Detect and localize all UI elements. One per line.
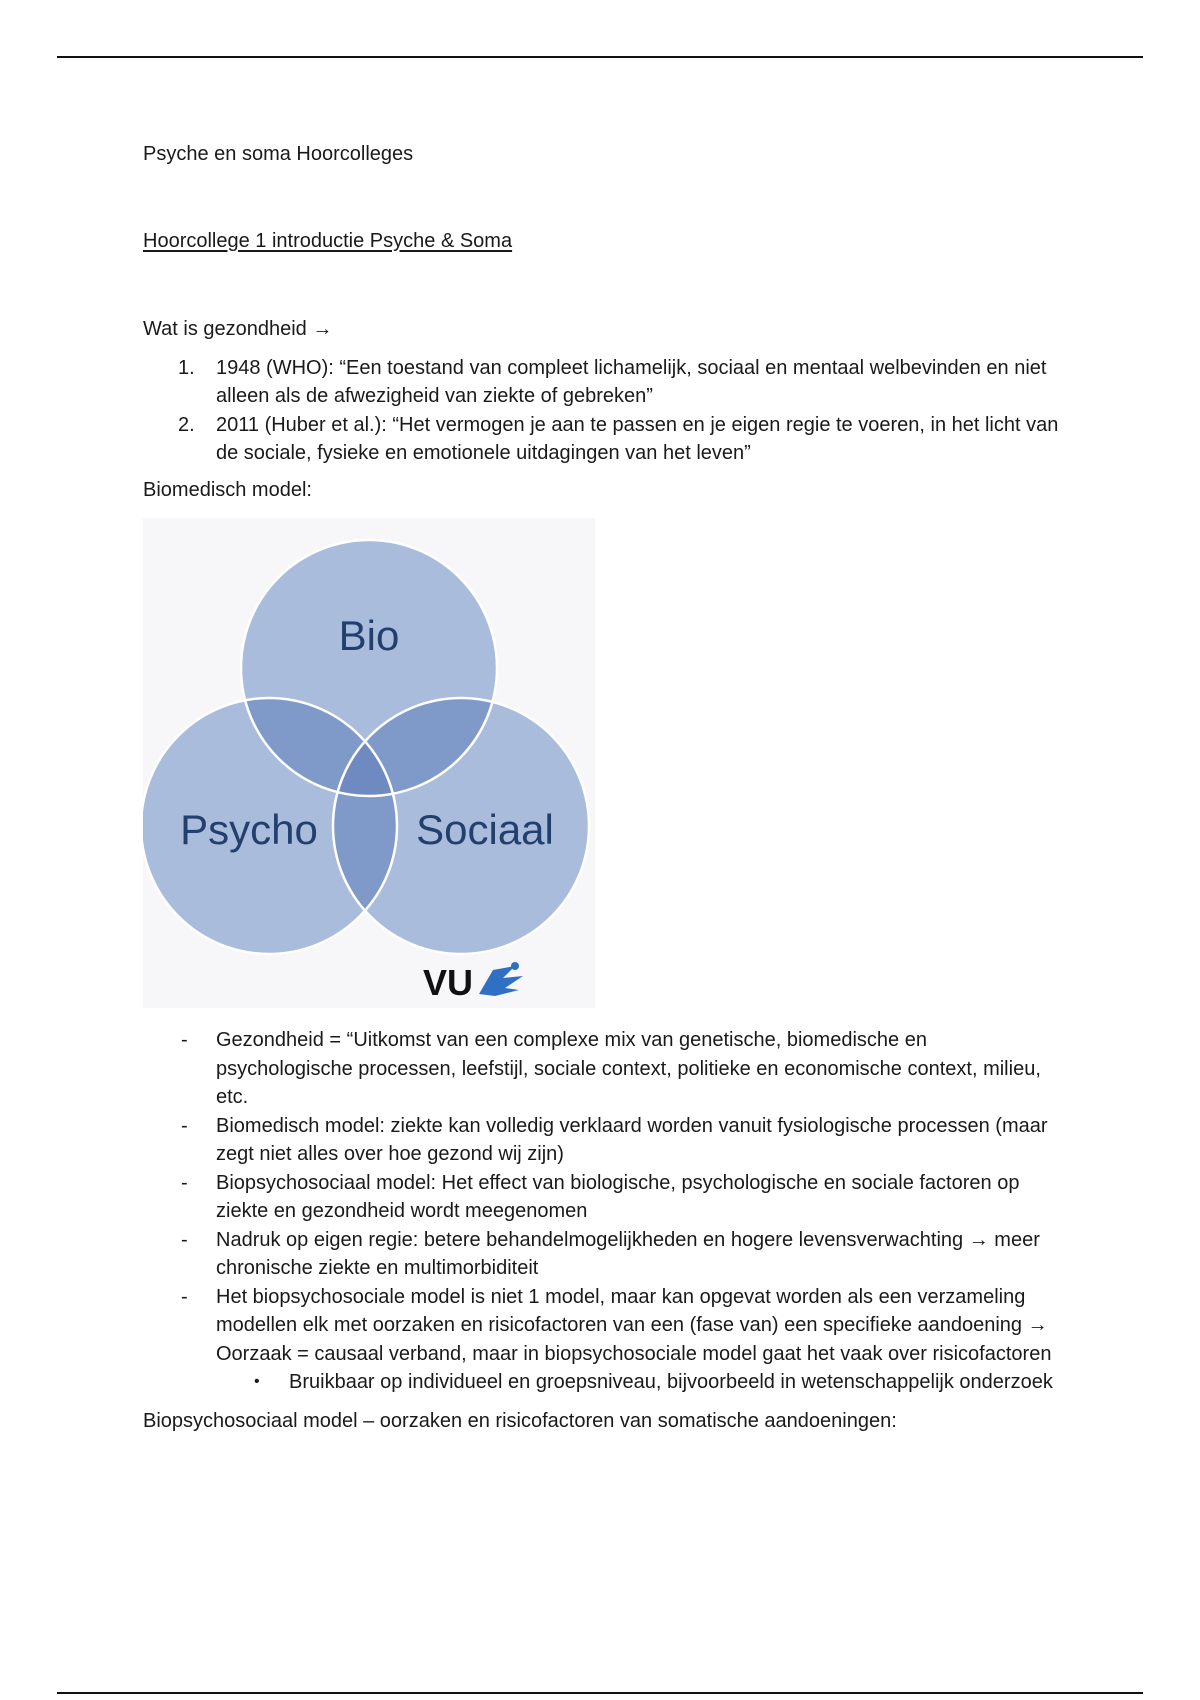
closing-line: Biopsychosociaal model – oorzaken en risicofactoren van somatische aandoeningen: [143,1409,897,1432]
list-item [143,354,1063,411]
section-heading: Hoorcollege 1 introductie Psyche & Soma [143,229,513,252]
document-title: Psyche en soma Hoorcolleges [143,143,414,165]
list-item-text: Biopsychosociaal model: Het effect van biologische, psychologische en sociale factoren op ziekte en gezondheid wordt meegenomen [216,1171,1020,1222]
header-rule [57,56,1143,58]
list-item-text: Gezondheid = “Uitkomst van een complexe mix van genetische, biomedische en psychologische processen, leefstijl, sociale context, politieke en economische context, milieu, etc. [216,1029,1041,1108]
griffin-icon [479,962,523,996]
psycho-label: Psycho [180,806,318,853]
sub-list [216,1368,1063,1397]
definition-list [143,354,1063,468]
list-number: 1. [178,356,195,379]
list-item [143,411,1063,468]
document-body [143,140,1063,1435]
footer-rule [57,1692,1143,1694]
list-item [143,1169,1063,1226]
list-number: 2. [178,413,195,436]
dash-marker: - [181,1114,188,1137]
intro-question: Wat is gezondheid → [143,318,333,340]
list-item-text: Nadruk op eigen regie: betere behandelmogelijkheden en hogere levensverwachting → meer chronische ziekte en multimorbiditeit [216,1228,1040,1279]
venn-diagram-figure [143,518,595,1008]
bullet-marker: • [254,1373,260,1390]
list-item [143,1112,1063,1169]
list-item [143,1283,1063,1397]
sub-list-item [216,1368,1063,1397]
vu-logo-text: VU [422,962,473,1003]
model-label: Biomedisch model: [143,478,312,501]
list-item-text: Biomedisch model: ziekte kan volledig verklaard worden vanuit fysiologische processen (maar zegt niet alles over hoe gezond wij zijn) [216,1114,1048,1165]
dash-marker: - [181,1171,188,1194]
list-item-text: 2011 (Huber et al.): “Het vermogen je aan te passen en je eigen regie te voeren, in het licht van de sociale, fysieke en emotionele uitdagingen van het leven” [216,413,1059,464]
venn-diagram [143,518,595,1008]
list-item-text: 1948 (WHO): “Een toestand van compleet lichamelijk, sociaal en mentaal welbevinden en niet alleen als de afwezigheid van ziekte of gebreken” [216,356,1047,407]
explanation-list [143,1026,1063,1397]
list-item [143,1226,1063,1283]
sub-list-item-text: Bruikbaar op individueel en groepsniveau, bijvoorbeeld in wetenschappelijk onderzoek [289,1371,1053,1393]
list-item [143,1026,1063,1112]
dash-marker: - [181,1228,188,1251]
dash-marker: - [181,1029,188,1051]
bio-label: Bio [338,612,400,659]
sociaal-label: Sociaal [416,806,554,853]
dash-marker: - [181,1285,188,1308]
list-item-text: Het biopsychosociale model is niet 1 model, maar kan opgevat worden als een verzameling modellen elk met oorzaken en risicofactoren van een (fase van) een specifieke aandoening → Oorzaak = causaal verband, maar in biopsychosociale model gaat het vaak over risicofactoren [216,1285,1052,1365]
